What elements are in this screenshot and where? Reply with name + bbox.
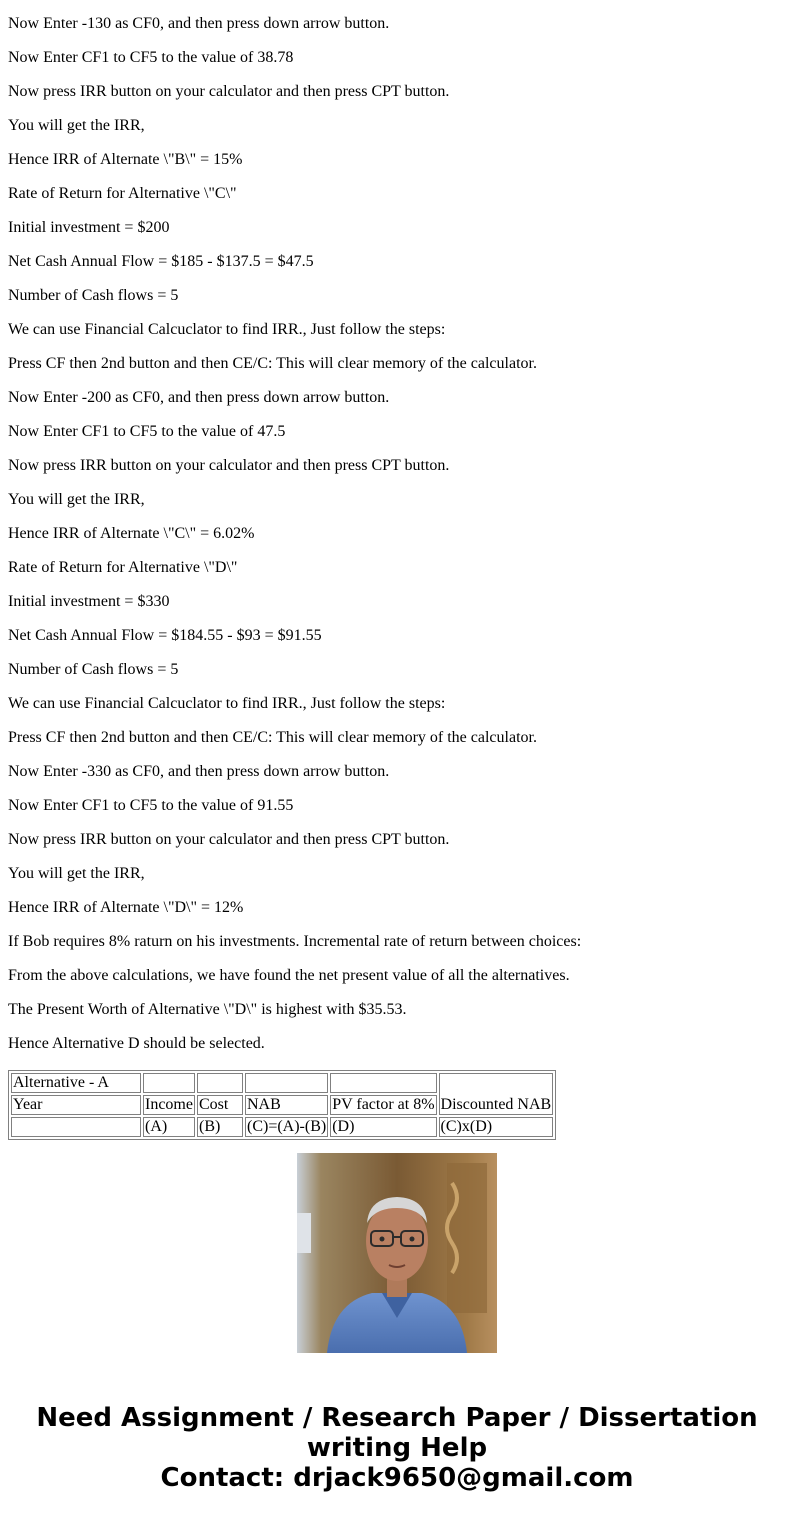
paragraph: Net Cash Annual Flow = $184.55 - $93 = $91.55 [8, 627, 322, 644]
avatar [297, 1153, 497, 1353]
table-header-cell: NAB [245, 1095, 328, 1115]
table-subheader-cell: (C)=(A)-(B) [246, 1118, 327, 1135]
table-subheader-cell: (B) [197, 1117, 243, 1137]
table-subheader-cell: (A) [143, 1117, 195, 1137]
footer-contact: Contact: drjack9650@gmail.com [160, 1463, 634, 1493]
paragraph: Now press IRR button on your calculator and then press CPT button. [8, 457, 450, 474]
paragraph: We can use Financial Calcuclator to find IRR., Just follow the steps: [8, 321, 446, 338]
paragraph: Hence IRR of Alternate \"B\" = 15% [8, 151, 243, 168]
paragraph: Now press IRR button on your calculator and then press CPT button. [8, 83, 450, 100]
paragraph: Hence Alternative D should be selected. [8, 1035, 265, 1052]
alternative-table [8, 1070, 556, 1140]
paragraph: Initial investment = $200 [8, 219, 170, 236]
paragraph: Now Enter -130 as CF0, and then press down arrow button. [8, 15, 390, 32]
table-cell [245, 1073, 328, 1093]
paragraph: The Present Worth of Alternative \"D\" is highest with $35.53. [8, 1001, 407, 1018]
table-subheader-cell: (D) [330, 1117, 436, 1137]
solution-text [8, 13, 786, 1067]
paragraph: Now press IRR button on your calculator and then press CPT button. [8, 831, 450, 848]
paragraph: We can use Financial Calcuclator to find IRR., Just follow the steps: [8, 695, 446, 712]
paragraph: From the above calculations, we have found the net present value of all the alternatives. [8, 967, 570, 984]
table-cell [143, 1073, 195, 1093]
author-photo [297, 1153, 497, 1353]
paragraph: Number of Cash flows = 5 [8, 661, 179, 678]
paragraph: Press CF then 2nd button and then CE/C: This will clear memory of the calculator. [8, 729, 537, 746]
table-header-cell: Year [11, 1095, 141, 1115]
paragraph: Hence IRR of Alternate \"C\" = 6.02% [8, 525, 255, 542]
paragraph: If Bob requires 8% raturn on his investments. Incremental rate of return between choices: [8, 933, 582, 950]
paragraph: Now Enter CF1 to CF5 to the value of 91.55 [8, 797, 294, 814]
table-subheader-cell: (C)x(D) [439, 1117, 554, 1137]
paragraph: Rate of Return for Alternative \"C\" [8, 185, 237, 202]
table-title-cell: Alternative - A [11, 1073, 141, 1093]
paragraph: Press CF then 2nd button and then CE/C: This will clear memory of the calculator. [8, 355, 537, 372]
footer-line: writing Help [306, 1433, 488, 1463]
table-subheader-cell [11, 1117, 141, 1137]
table-row [11, 1117, 553, 1137]
footer-line: Need Assignment / Research Paper / Dissertation [36, 1403, 758, 1433]
table-cell [197, 1073, 243, 1093]
paragraph: You will get the IRR, [8, 865, 145, 882]
paragraph: Hence IRR of Alternate \"D\" = 12% [8, 899, 244, 916]
table-header-discounted: Discounted NAB [439, 1073, 554, 1115]
paragraph: Initial investment = $330 [8, 593, 170, 610]
footer-banner [0, 1403, 794, 1493]
paragraph: Rate of Return for Alternative \"D\" [8, 559, 238, 576]
table-header-cell: Income [145, 1096, 193, 1113]
paragraph: Now Enter CF1 to CF5 to the value of 38.78 [8, 49, 294, 66]
paragraph: You will get the IRR, [8, 117, 145, 134]
paragraph: Number of Cash flows = 5 [8, 287, 179, 304]
alternative-table-container [8, 1070, 568, 1135]
table-row [11, 1073, 553, 1093]
table-cell [330, 1073, 436, 1093]
paragraph: You will get the IRR, [8, 491, 145, 508]
paragraph: Now Enter -330 as CF0, and then press down arrow button. [8, 763, 390, 780]
paragraph: Now Enter CF1 to CF5 to the value of 47.5 [8, 423, 286, 440]
paragraph: Net Cash Annual Flow = $185 - $137.5 = $47.5 [8, 253, 314, 270]
table-header-cell: Cost [197, 1095, 243, 1115]
table-header-cell: PV factor at 8% [332, 1096, 435, 1113]
paragraph: Now Enter -200 as CF0, and then press down arrow button. [8, 389, 390, 406]
